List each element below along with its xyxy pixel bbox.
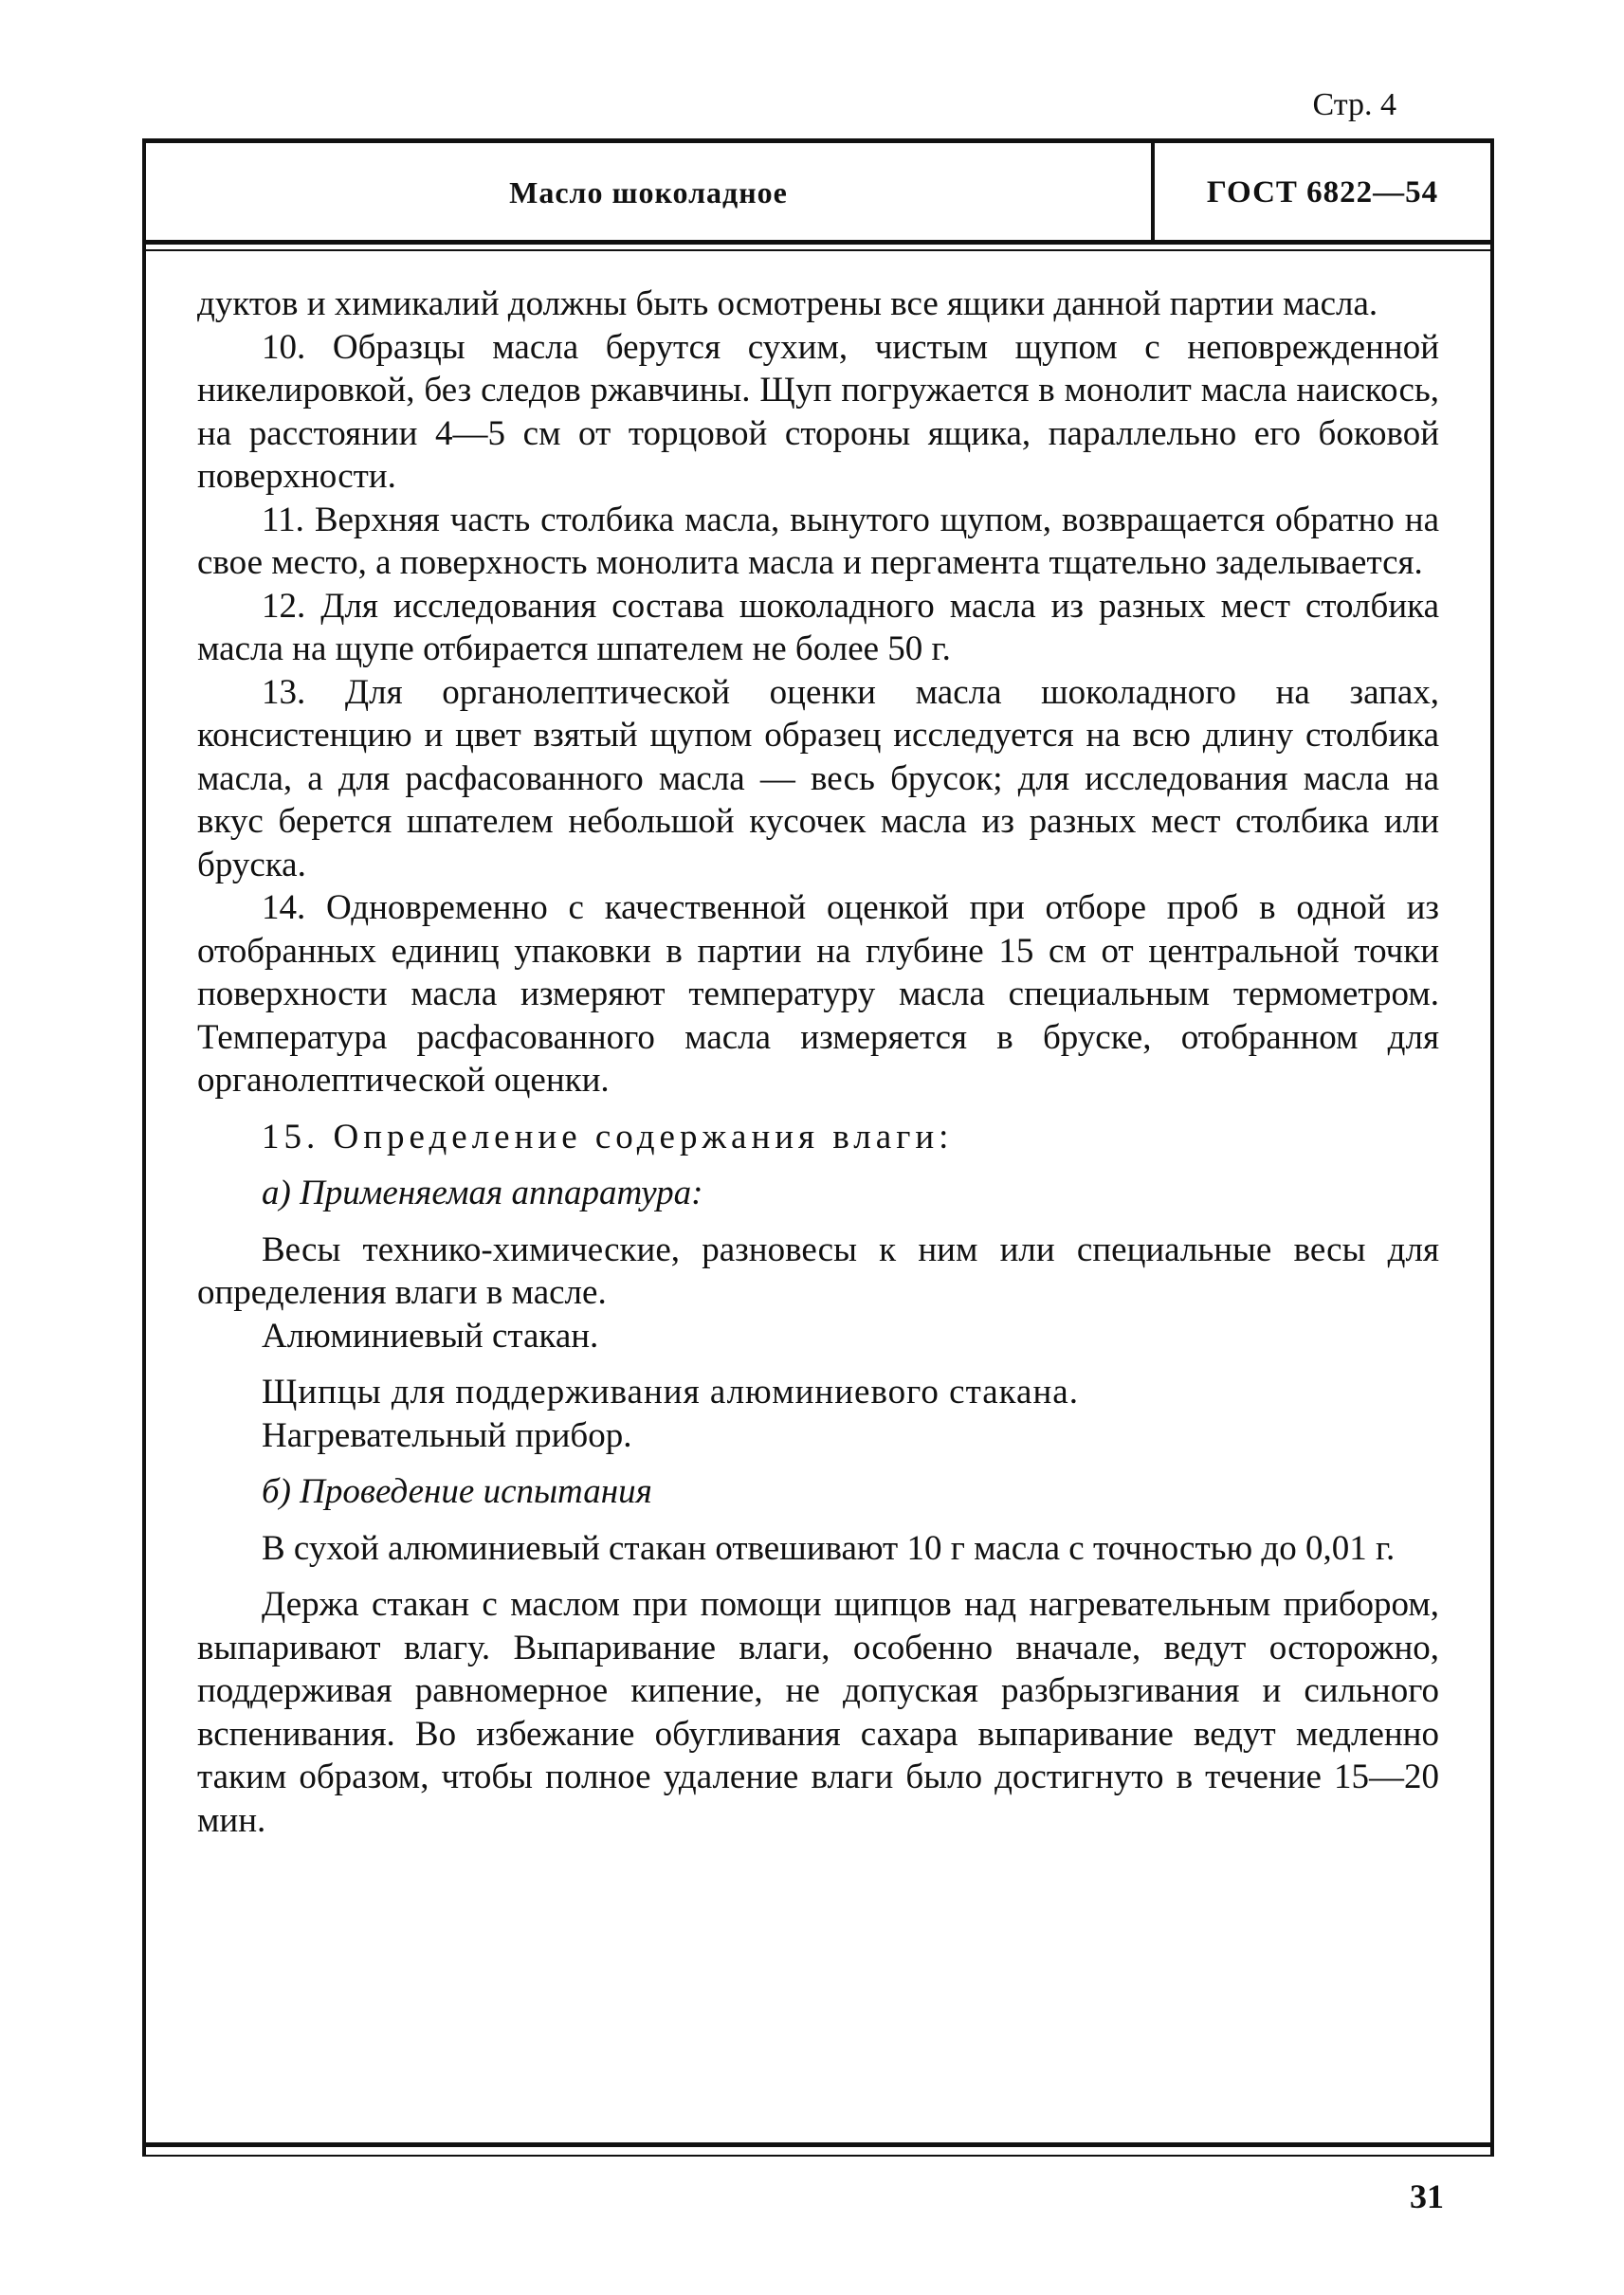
paragraph-continuation: дуктов и химикалий должны быть осмотрены все ящики данной партии масла. bbox=[197, 284, 1378, 323]
paragraph-12: 12. Для исследования состава шоколадного масла из разных мест столбика масла на щупе отбирается шпателем не более 50 г. bbox=[197, 586, 1439, 668]
paragraph-10: 10. Образцы масла берутся сухим, чистым щупом с неповрежденной никелировкой, без следов ржавчины. Щуп погружается в монолит масла наискось, на расстоянии 4—5 см от торцовой стороны ящика, параллельно его боковой поверхности. bbox=[197, 327, 1439, 496]
frame-bottom-rule bbox=[146, 2142, 1490, 2157]
paragraph-11: 11. Верхняя часть столбика масла, вынутого щупом, возвращается обратно на свое место, а поверхность монолита масла и пергамента тщательно заделывается. bbox=[197, 500, 1439, 582]
document-body bbox=[197, 282, 1439, 1842]
section-15b-heading: б) Проведение испытания bbox=[262, 1472, 652, 1511]
section-15b-text-1: В сухой алюминиевый стакан отвешивают 10 г масла с точностью до 0,01 г. bbox=[262, 1528, 1396, 1568]
page-frame bbox=[142, 138, 1494, 2157]
header-title: Масло шоколадное bbox=[509, 175, 788, 209]
section-15a-text: Весы технико-химические, разновесы к ним или специальные весы для определения влаги в масле. bbox=[197, 1229, 1439, 1312]
equipment-item: Щипцы для поддерживания алюминиевого стакана. bbox=[262, 1373, 1079, 1412]
paragraph-14: 14. Одновременно с качественной оценкой при отборе проб в одной из отобранных единиц упаковки в партии на глубине 15 см от центральной точки поверхности масла измеряют температуру масла специальным термометром. Температура расфасованного масла измеряется в бруске, отобранном для органолептической оценки. bbox=[197, 888, 1439, 1100]
header bbox=[146, 138, 1490, 245]
header-standard: ГОСТ 6822—54 bbox=[1206, 175, 1439, 209]
section-15-heading: 15. Определение содержания влаги: bbox=[262, 1117, 954, 1157]
page-number: 31 bbox=[1410, 2177, 1444, 2215]
page-label: Стр. 4 bbox=[1312, 87, 1396, 122]
paragraph-13: 13. Для органолептической оценки масла шоколадного на запах, консистенцию и цвет взятый щупом образец исследуется на всю длину столбика масла, а для расфасованного масла — весь брусок; для исследования масла на вкус берется шпателем небольшой кусочек масла из разных мест столбика или бруска. bbox=[197, 672, 1439, 884]
equipment-item: Алюминиевый стакан. bbox=[262, 1316, 599, 1356]
section-15a-heading: а) Применяемая аппаратура: bbox=[262, 1174, 703, 1212]
section-15b-text-2: Держа стакан с маслом при помощи щипцов над нагревательным прибором, выпаривают влагу. Выпаривание влаги, особенно вначале, ведут осторожно, поддерживая равномерное кипение, не допуская разбрызгивания и сильного вспенивания. Во избежание обугливания сахара выпаривание ведут медленно таким образом, чтобы полное удаление влаги было достигнуто в течение 15—20 мин. bbox=[197, 1585, 1439, 1840]
header-rule bbox=[146, 249, 1490, 251]
equipment-item: Нагревательный прибор. bbox=[262, 1415, 632, 1455]
